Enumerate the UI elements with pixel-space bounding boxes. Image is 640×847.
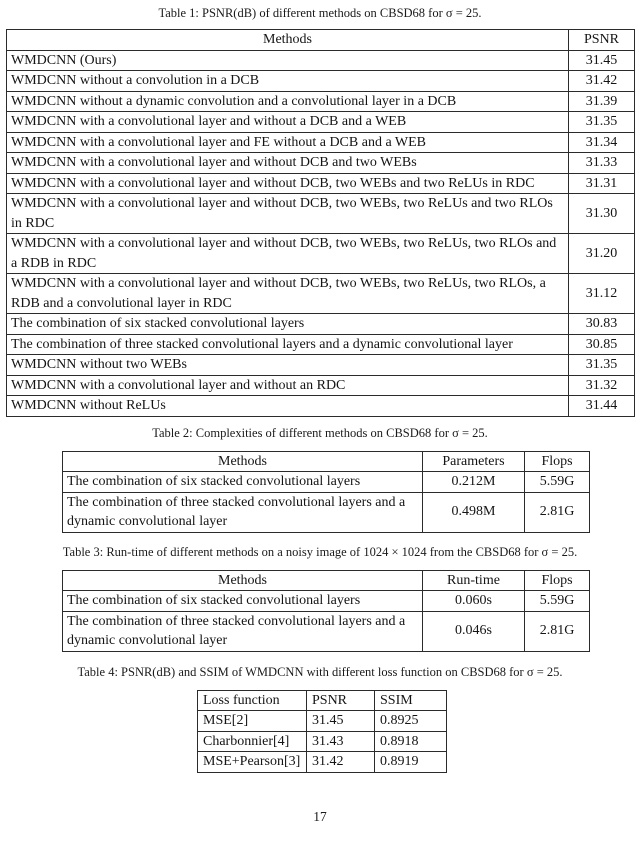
table-cell: 31.45 [569, 50, 635, 71]
table3-caption: Table 3: Run-time of different methods on a noisy image of 1024 × 1024 from the CBSD68 for σ = 25. [62, 544, 578, 559]
table-cell: 0.498M [423, 492, 525, 532]
table-cell: 0.060s [423, 591, 525, 612]
table1-caption: Table 1: PSNR(dB) of different methods on CBSD68 for σ = 25. [158, 6, 482, 20]
column-header: Loss function [198, 690, 307, 711]
table-cell: 5.59G [525, 591, 590, 612]
table-cell: 31.35 [569, 355, 635, 376]
table-row [7, 274, 635, 314]
table-cell: 31.32 [569, 375, 635, 396]
table-cell: 30.83 [569, 314, 635, 335]
table-cell: WMDCNN with a convolutional layer and without DCB, two WEBs, two ReLUs, two RLOs, a RDB and a convolutional layer in RDC [7, 274, 569, 314]
table-cell: WMDCNN with a convolutional layer and without DCB and two WEBs [7, 153, 569, 174]
table-cell: WMDCNN with a convolutional layer and without DCB, two WEBs, two ReLUs, two RLOs and a RDB in RDC [7, 234, 569, 274]
column-header: Flops [525, 570, 590, 591]
column-header: PSNR [569, 30, 635, 51]
table-cell: 31.20 [569, 234, 635, 274]
table-cell: MSE+Pearson[3] [198, 752, 307, 773]
table-cell: 31.35 [569, 112, 635, 133]
column-header: Flops [525, 451, 590, 472]
table4-caption: Table 4: PSNR(dB) and SSIM of WMDCNN with different loss function on CBSD68 for σ = 25. [77, 664, 563, 679]
table-row [198, 711, 447, 732]
table-row [7, 132, 635, 153]
table-row [7, 112, 635, 133]
table-cell: The combination of six stacked convolutional layers [63, 591, 423, 612]
table-row [198, 731, 447, 752]
table-cell: 0.8918 [375, 731, 447, 752]
table-cell: WMDCNN with a convolutional layer and without DCB, two WEBs, two ReLUs and two RLOs in RDC [7, 194, 569, 234]
table-cell: 31.31 [569, 173, 635, 194]
table-cell: WMDCNN with a convolutional layer and without DCB, two WEBs and two ReLUs in RDC [7, 173, 569, 194]
table-cell: WMDCNN with a convolutional layer and without a DCB and a WEB [7, 112, 569, 133]
table-row [7, 194, 635, 234]
column-header: Methods [63, 570, 423, 591]
table-cell: WMDCNN without a dynamic convolution and a convolutional layer in a DCB [7, 91, 569, 112]
table-row [7, 153, 635, 174]
table-cell: 0.8919 [375, 752, 447, 773]
table-row [7, 50, 635, 71]
header-row [63, 570, 590, 591]
table-cell: WMDCNN with a convolutional layer and without an RDC [7, 375, 569, 396]
table2-caption: Table 2: Complexities of different methods on CBSD68 for σ = 25. [152, 425, 488, 440]
page-number: 17 [313, 808, 327, 824]
table-row [7, 334, 635, 355]
table-cell: The combination of three stacked convolutional layers and a dynamic convolutional layer [7, 334, 569, 355]
table-cell: The combination of three stacked convolutional layers and a dynamic convolutional layer [63, 492, 423, 532]
table-cell: 31.42 [307, 752, 375, 773]
table-row [198, 752, 447, 773]
table-cell: 31.45 [307, 711, 375, 732]
table-row [63, 591, 590, 612]
table-cell: MSE[2] [198, 711, 307, 732]
table-row [7, 396, 635, 417]
header-row [63, 451, 590, 472]
table-row [63, 492, 590, 532]
table-row [63, 611, 590, 651]
table-runtime [62, 570, 590, 652]
table-cell: 31.30 [569, 194, 635, 234]
table-row [7, 234, 635, 274]
table-cell: The combination of six stacked convolutional layers [63, 472, 423, 493]
table-row [7, 91, 635, 112]
table-cell: 5.59G [525, 472, 590, 493]
table-cell: 2.81G [525, 611, 590, 651]
table-cell: 31.34 [569, 132, 635, 153]
table-cell: WMDCNN with a convolutional layer and FE without a DCB and a WEB [7, 132, 569, 153]
table-cell: 30.85 [569, 334, 635, 355]
table-cell: WMDCNN without ReLUs [7, 396, 569, 417]
table-row [7, 375, 635, 396]
table-cell: 31.12 [569, 274, 635, 314]
header-row [7, 30, 635, 51]
table-cell: WMDCNN without two WEBs [7, 355, 569, 376]
table-cell: 31.42 [569, 71, 635, 92]
table-cell: WMDCNN without a convolution in a DCB [7, 71, 569, 92]
table-cell: Charbonnier[4] [198, 731, 307, 752]
table-cell: 0.046s [423, 611, 525, 651]
column-header: Run-time [423, 570, 525, 591]
column-header: PSNR [307, 690, 375, 711]
table-loss-functions [197, 690, 447, 773]
table-row [7, 314, 635, 335]
table-cell: 31.44 [569, 396, 635, 417]
table-cell: 31.39 [569, 91, 635, 112]
table-cell: The combination of three stacked convolutional layers and a dynamic convolutional layer [63, 611, 423, 651]
column-header: Parameters [423, 451, 525, 472]
table-cell: The combination of six stacked convolutional layers [7, 314, 569, 335]
column-header: Methods [7, 30, 569, 51]
table-psnr-methods [6, 29, 635, 417]
table-row [7, 173, 635, 194]
table-cell: 31.43 [307, 731, 375, 752]
table-cell: 0.8925 [375, 711, 447, 732]
table-cell: 0.212M [423, 472, 525, 493]
table-row [63, 472, 590, 493]
table-cell: 2.81G [525, 492, 590, 532]
table-row [7, 71, 635, 92]
column-header: Methods [63, 451, 423, 472]
table-row [7, 355, 635, 376]
table-complexities [62, 451, 590, 533]
header-row [198, 690, 447, 711]
table-cell: WMDCNN (Ours) [7, 50, 569, 71]
column-header: SSIM [375, 690, 447, 711]
table-cell: 31.33 [569, 153, 635, 174]
